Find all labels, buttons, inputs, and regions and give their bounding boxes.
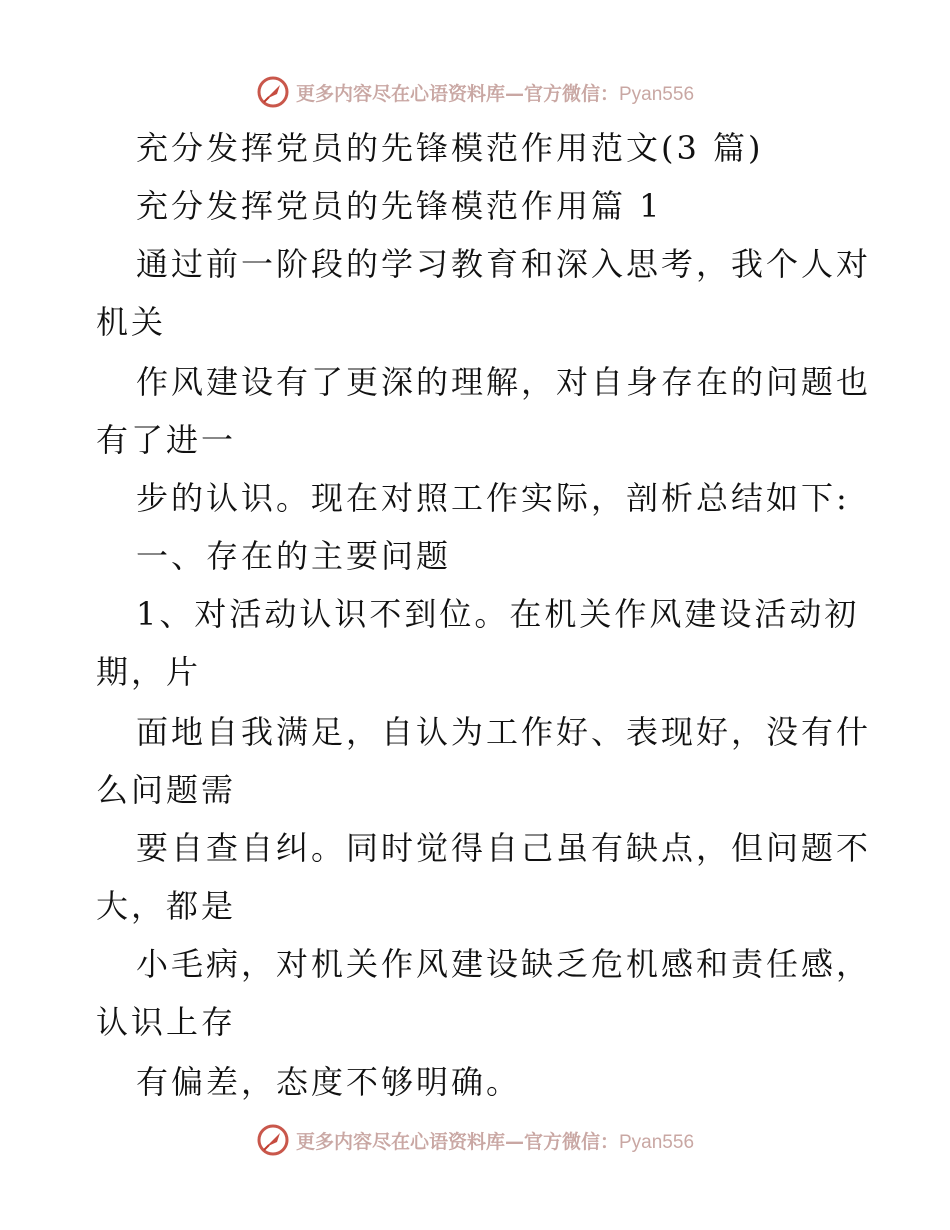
paragraph-line: 小毛病，对机关作风建设缺乏危机感和责任感， [136,945,872,983]
header-watermark [0,72,950,112]
paragraph-line: 有偏差，态度不够明确。 [136,1063,522,1101]
watermark-wechat-label: 官方微信： [523,1130,619,1153]
quill-logo-icon [256,75,290,109]
paragraph-line: 步的认识。现在对照工作实际，剖析总结如下: [136,479,850,517]
paragraph-line: 要自查自纠。同时觉得自己虽有缺点，但问题不 [136,829,872,867]
paragraph-line: 么问题需 [96,771,237,809]
paragraph-line: 有了进一 [96,421,237,459]
watermark-wechat-label: 官方微信： [523,82,619,105]
paragraph-line: 期，片 [96,653,202,691]
paragraph-line: 大，都是 [96,887,237,925]
watermark-text [296,1127,694,1154]
paragraph-line: 作风建设有了更深的理解，对自身存在的问题也 [136,363,872,401]
subsection-heading: 一、存在的主要问题 [136,537,452,575]
paragraph-line: 1、对活动认识不到位。在机关作风建设活动初 [136,595,860,633]
watermark-separator: — [504,1130,524,1153]
paragraph-line: 认识上存 [96,1003,237,1041]
watermark-separator: — [504,82,524,105]
paragraph-line: 面地自我满足，自认为工作好、表现好，没有什 [136,713,872,751]
watermark-brand: 更多内容尽在心语资料库 [295,1130,505,1153]
quill-logo-icon [256,1123,290,1157]
watermark-wechat-handle: Pyan556 [619,1131,695,1153]
document-title: 充分发挥党员的先锋模范作用范文(3 篇) [136,129,764,167]
watermark-wechat-handle: Pyan556 [619,83,695,105]
footer-watermark [0,1120,950,1160]
watermark-text [296,79,694,106]
paragraph-line: 通过前一阶段的学习教育和深入思考，我个人对 [136,245,872,283]
watermark-brand: 更多内容尽在心语资料库 [295,82,505,105]
paragraph-line: 机关 [96,303,167,341]
section-heading: 充分发挥党员的先锋模范作用篇 1 [136,187,663,225]
